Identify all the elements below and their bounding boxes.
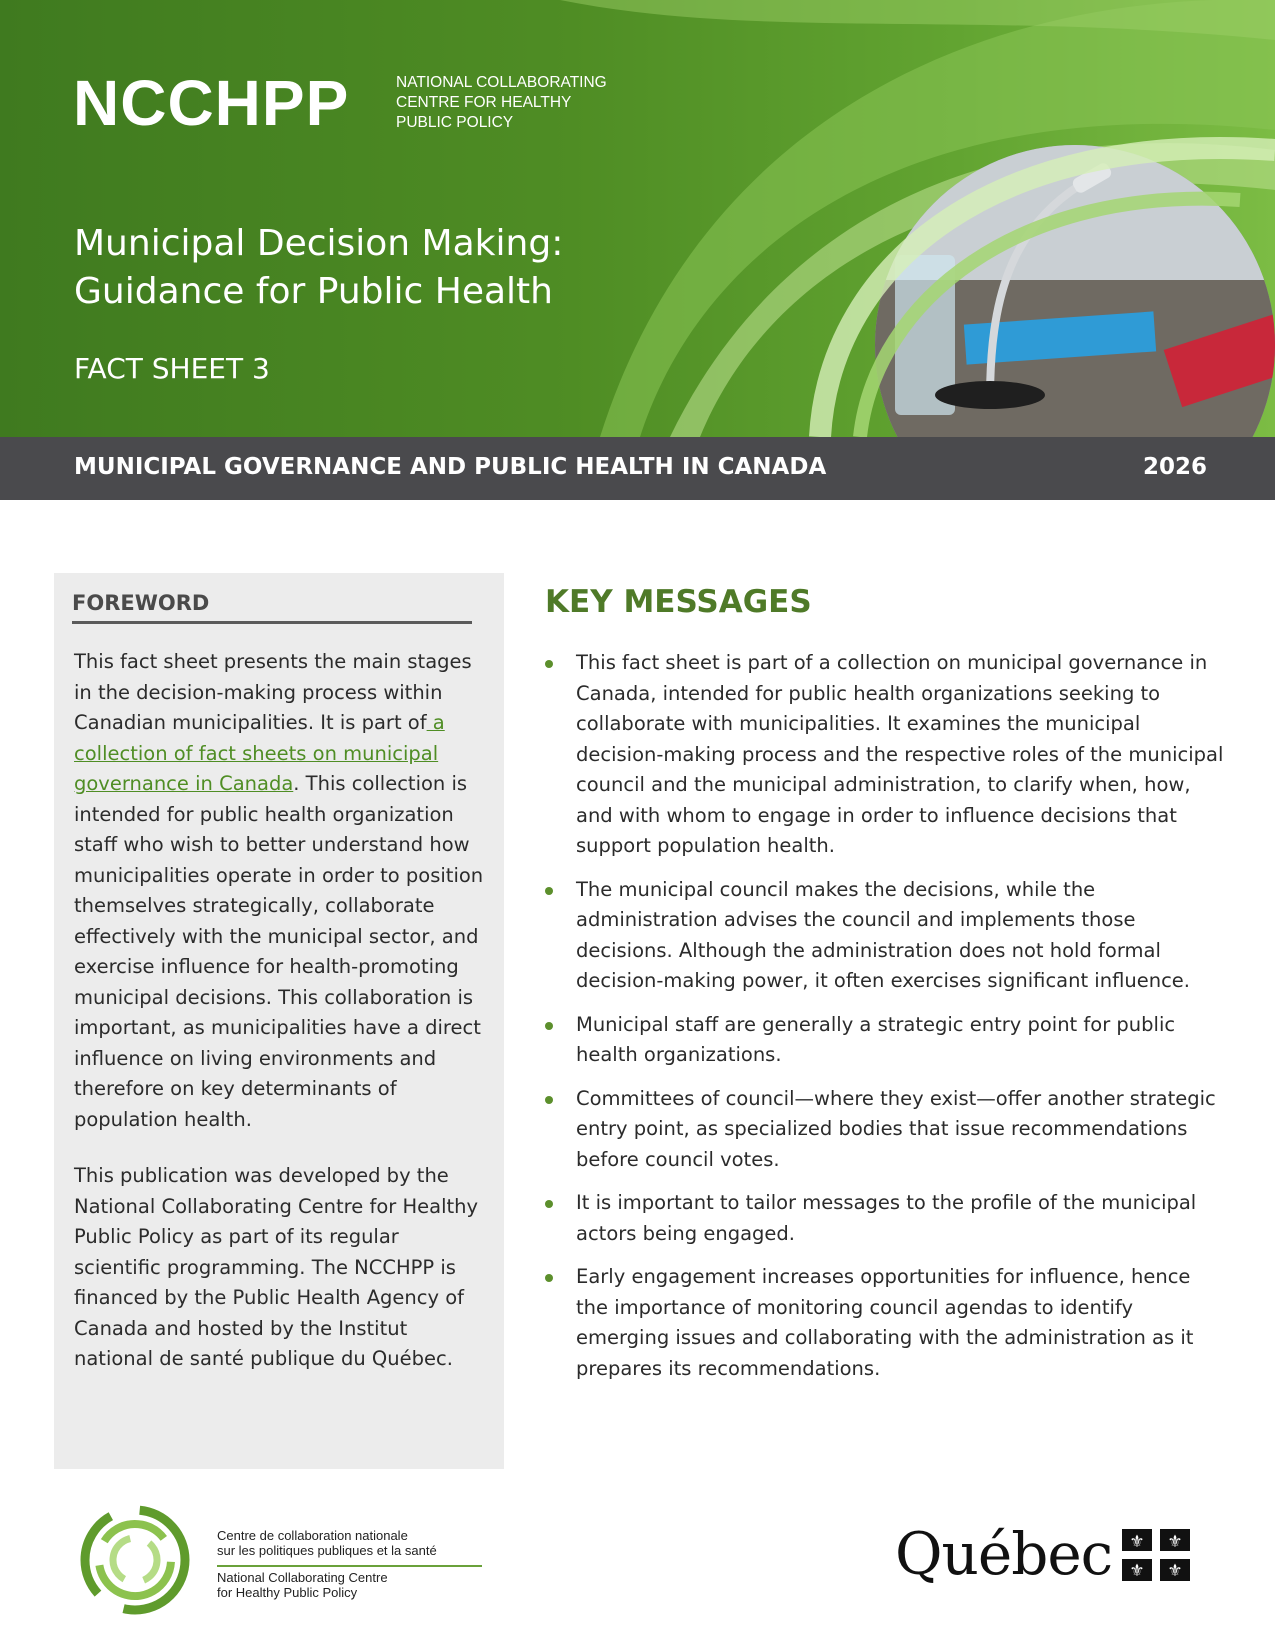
org-name-line: PUBLIC POLICY bbox=[396, 114, 514, 131]
key-message-item bbox=[545, 1010, 1225, 1071]
key-messages-list bbox=[545, 648, 1225, 1397]
key-message-item bbox=[545, 648, 1225, 862]
header-banner bbox=[0, 0, 1275, 437]
svg-text:⚜: ⚜ bbox=[1167, 1561, 1183, 1581]
document-title bbox=[74, 220, 794, 316]
key-message-text: Committees of council—where they exist—offer another strategic entry point, as specialized bodies that issue recommendations before council votes. bbox=[576, 1086, 1216, 1171]
bullet-icon bbox=[545, 1022, 553, 1030]
svg-text:⚜: ⚜ bbox=[1129, 1532, 1145, 1552]
footer-line: for Healthy Public Policy bbox=[217, 1585, 358, 1600]
fleur-de-lis-flag-icon bbox=[1122, 1529, 1190, 1581]
fact-sheet-number: FACT SHEET 3 bbox=[74, 352, 270, 385]
foreword-paragraph-1 bbox=[74, 647, 489, 1135]
key-message-item bbox=[545, 1188, 1225, 1249]
key-message-item bbox=[545, 875, 1225, 997]
series-title: MUNICIPAL GOVERNANCE AND PUBLIC HEALTH IN CANADA bbox=[74, 454, 827, 480]
key-message-text: The municipal council makes the decisions, while the administration advises the council and implements those decisions. Although the administration does not hold formal decision-making power, it often exercises significant influence. bbox=[576, 877, 1191, 992]
bullet-icon bbox=[545, 660, 553, 668]
key-messages-heading: KEY MESSAGES bbox=[545, 584, 812, 620]
ncchpp-swirl-logo-icon bbox=[80, 1505, 190, 1615]
bullet-icon bbox=[545, 887, 553, 895]
org-name-line: NATIONAL COLLABORATING bbox=[396, 74, 607, 91]
foreword-heading: FOREWORD bbox=[72, 591, 472, 624]
key-message-text: Early engagement increases opportunities for influence, hence the importance of monitoring council agendas to identify emerging issues and collaborating with the administration as it prepares its recommendations. bbox=[576, 1265, 1194, 1380]
bullet-icon bbox=[545, 1274, 553, 1282]
organization-full-name bbox=[396, 73, 636, 133]
foreword-text: . This collection is intended for public health organization staff who wish to better understand how municipalities operate in order to position themselves strategically, collaborate effectively with the municipal sector, and exercise influence for health-promoting municipal decisions. This collaboration is important, as municipalities have a direct influence on living environments and therefore on key determinants of population health. bbox=[74, 772, 484, 1131]
foreword-text: This fact sheet presents the main stages in the decision-making process within Canadian municipalities. It is part of bbox=[74, 650, 472, 734]
svg-text:⚜: ⚜ bbox=[1167, 1532, 1183, 1552]
footer-line: National Collaborating Centre bbox=[217, 1570, 388, 1585]
foreword-paragraph-2: This publication was developed by the National Collaborating Centre for Healthy Public Policy as part of its regular scientific programming. The NCCHPP is financed by the Public Health Agency of Canada and hosted by the Institut national de santé publique du Québec. bbox=[74, 1164, 479, 1370]
org-name-line: CENTRE FOR HEALTHY bbox=[396, 94, 572, 111]
publication-year: 2026 bbox=[1142, 454, 1207, 480]
footer-line: sur les politiques publiques et la santé bbox=[217, 1543, 437, 1558]
footer-french-name bbox=[217, 1528, 482, 1567]
quebec-wordmark: Québec bbox=[895, 1520, 1113, 1588]
title-line: Municipal Decision Making: bbox=[74, 223, 564, 264]
key-message-item bbox=[545, 1084, 1225, 1176]
collection-link[interactable]: a collection of fact sheets on municipal governance in Canada bbox=[74, 711, 445, 795]
foreword-box bbox=[54, 573, 504, 1469]
key-message-item bbox=[545, 1262, 1225, 1384]
title-line: Guidance for Public Health bbox=[74, 271, 553, 312]
key-message-text: It is important to tailor messages to the profile of the municipal actors being engaged. bbox=[576, 1191, 1197, 1245]
svg-text:⚜: ⚜ bbox=[1129, 1561, 1145, 1581]
footer-line: Centre de collaboration nationale bbox=[217, 1528, 408, 1543]
ncchpp-acronym-logo: NCCHPP bbox=[73, 67, 350, 139]
footer-english-name bbox=[217, 1570, 482, 1600]
key-message-text: Municipal staff are generally a strategic entry point for public health organizations. bbox=[576, 1012, 1176, 1066]
bullet-icon bbox=[545, 1096, 553, 1104]
key-message-text: This fact sheet is part of a collection on municipal governance in Canada, intended for public health organizations seeking to collaborate with municipalities. It examines the municipal decision-making process and the respective roles of the municipal council and the municipal administration, to clarify when, how, and with whom to engage in order to influence decisions that support population health. bbox=[576, 651, 1224, 857]
bullet-icon bbox=[545, 1200, 553, 1208]
series-band bbox=[0, 437, 1275, 500]
